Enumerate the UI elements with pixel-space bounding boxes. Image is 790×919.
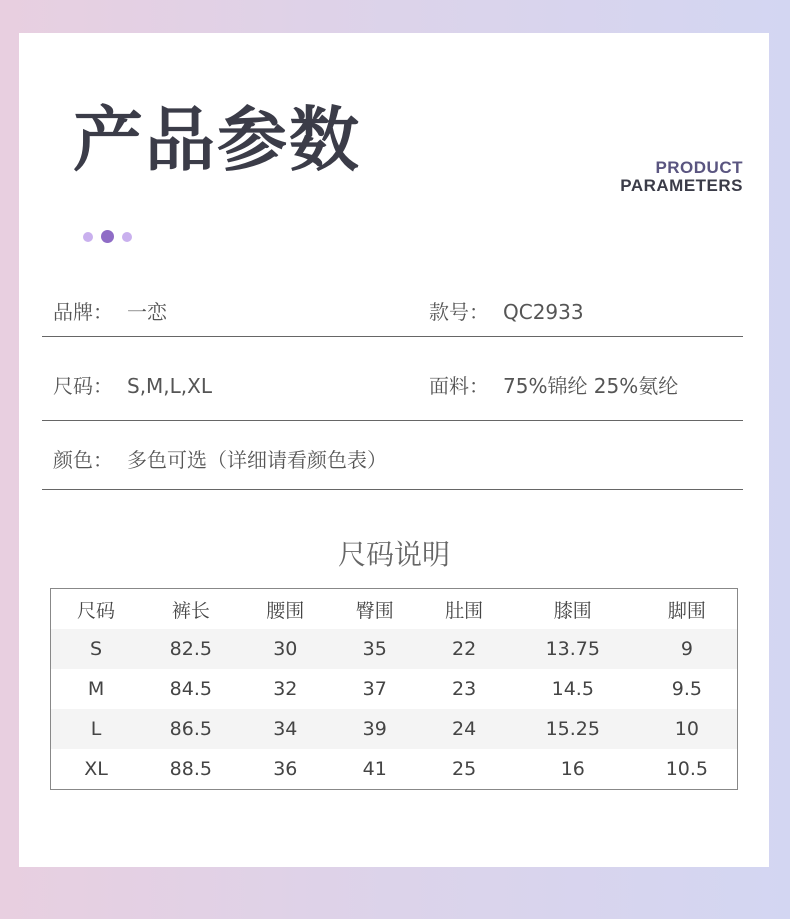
page-subtitle [620,159,743,195]
size-label: 尺码： [53,374,113,398]
table-cell: 37 [362,678,387,700]
table-cell: 14.5 [551,678,594,700]
brand-field [53,296,167,325]
header-cell: 臀围 [355,599,394,622]
table-cell: 84.5 [169,678,212,700]
table-cell: L [51,709,142,749]
table-cell: 30 [241,629,330,669]
info-row-size-fabric [42,337,743,421]
header-cell: 膝围 [553,599,592,622]
table-cell: 25 [452,758,477,780]
table-row [51,629,738,669]
dot-icon [83,232,93,242]
color-field [53,444,387,473]
subtitle-line-2: PARAMETERS [620,176,743,195]
table-cell: 13.75 [509,629,637,669]
model-value: QC2933 [503,300,584,324]
color-label: 颜色： [53,448,113,472]
table-cell: 9.5 [671,678,702,700]
fabric-field [429,370,678,399]
table-cell: 10.5 [665,758,709,780]
table-cell: M [87,678,105,700]
product-card [19,33,769,867]
brand-label: 品牌： [53,300,113,324]
table-row [51,709,738,749]
brand-value: 一恋 [127,300,167,324]
header-cell: 脚围 [667,599,706,622]
header-cell: 裤长 [171,599,210,622]
model-label: 款号： [429,300,489,324]
size-chart-table [50,588,738,790]
page-title: 产品参数 [73,99,361,181]
header-cell: 腰围 [266,599,305,622]
table-cell: 22 [419,629,508,669]
table-cell: 36 [273,758,298,780]
table-cell: S [51,629,142,669]
table-cell: 86.5 [141,709,241,749]
table-cell: 16 [560,758,585,780]
table-cell: 23 [452,678,477,700]
table-cell: 9 [637,629,738,669]
table-cell: 39 [330,709,419,749]
fabric-value: 75%锦纶 25%氨纶 [503,374,679,398]
table-header-row [51,589,738,630]
table-cell: 24 [419,709,508,749]
fabric-label: 面料： [429,374,489,398]
dot-icon [122,232,132,242]
dot-icon [101,230,114,243]
table-cell: 82.5 [141,629,241,669]
table-cell: 88.5 [169,758,212,780]
table-cell: 35 [330,629,419,669]
model-field [429,296,584,325]
size-chart-title: 尺码说明 [337,538,450,571]
table-cell: 15.25 [509,709,637,749]
table-cell: 32 [273,678,298,700]
table-row [51,749,738,790]
table-row [51,669,738,709]
info-row-brand-model [42,276,743,337]
color-value: 多色可选（详细请看颜色表） [127,448,387,472]
size-value: S,M,L,XL [127,374,213,398]
table-cell: 10 [637,709,738,749]
table-cell: 41 [362,758,387,780]
subtitle-line-1: PRODUCT [655,158,743,177]
info-row-color [42,421,743,490]
table-cell: 34 [241,709,330,749]
header-cell: 肚围 [445,599,484,622]
table-cell: XL [84,758,108,780]
header-cell: 尺码 [77,599,116,622]
size-field [53,370,212,399]
